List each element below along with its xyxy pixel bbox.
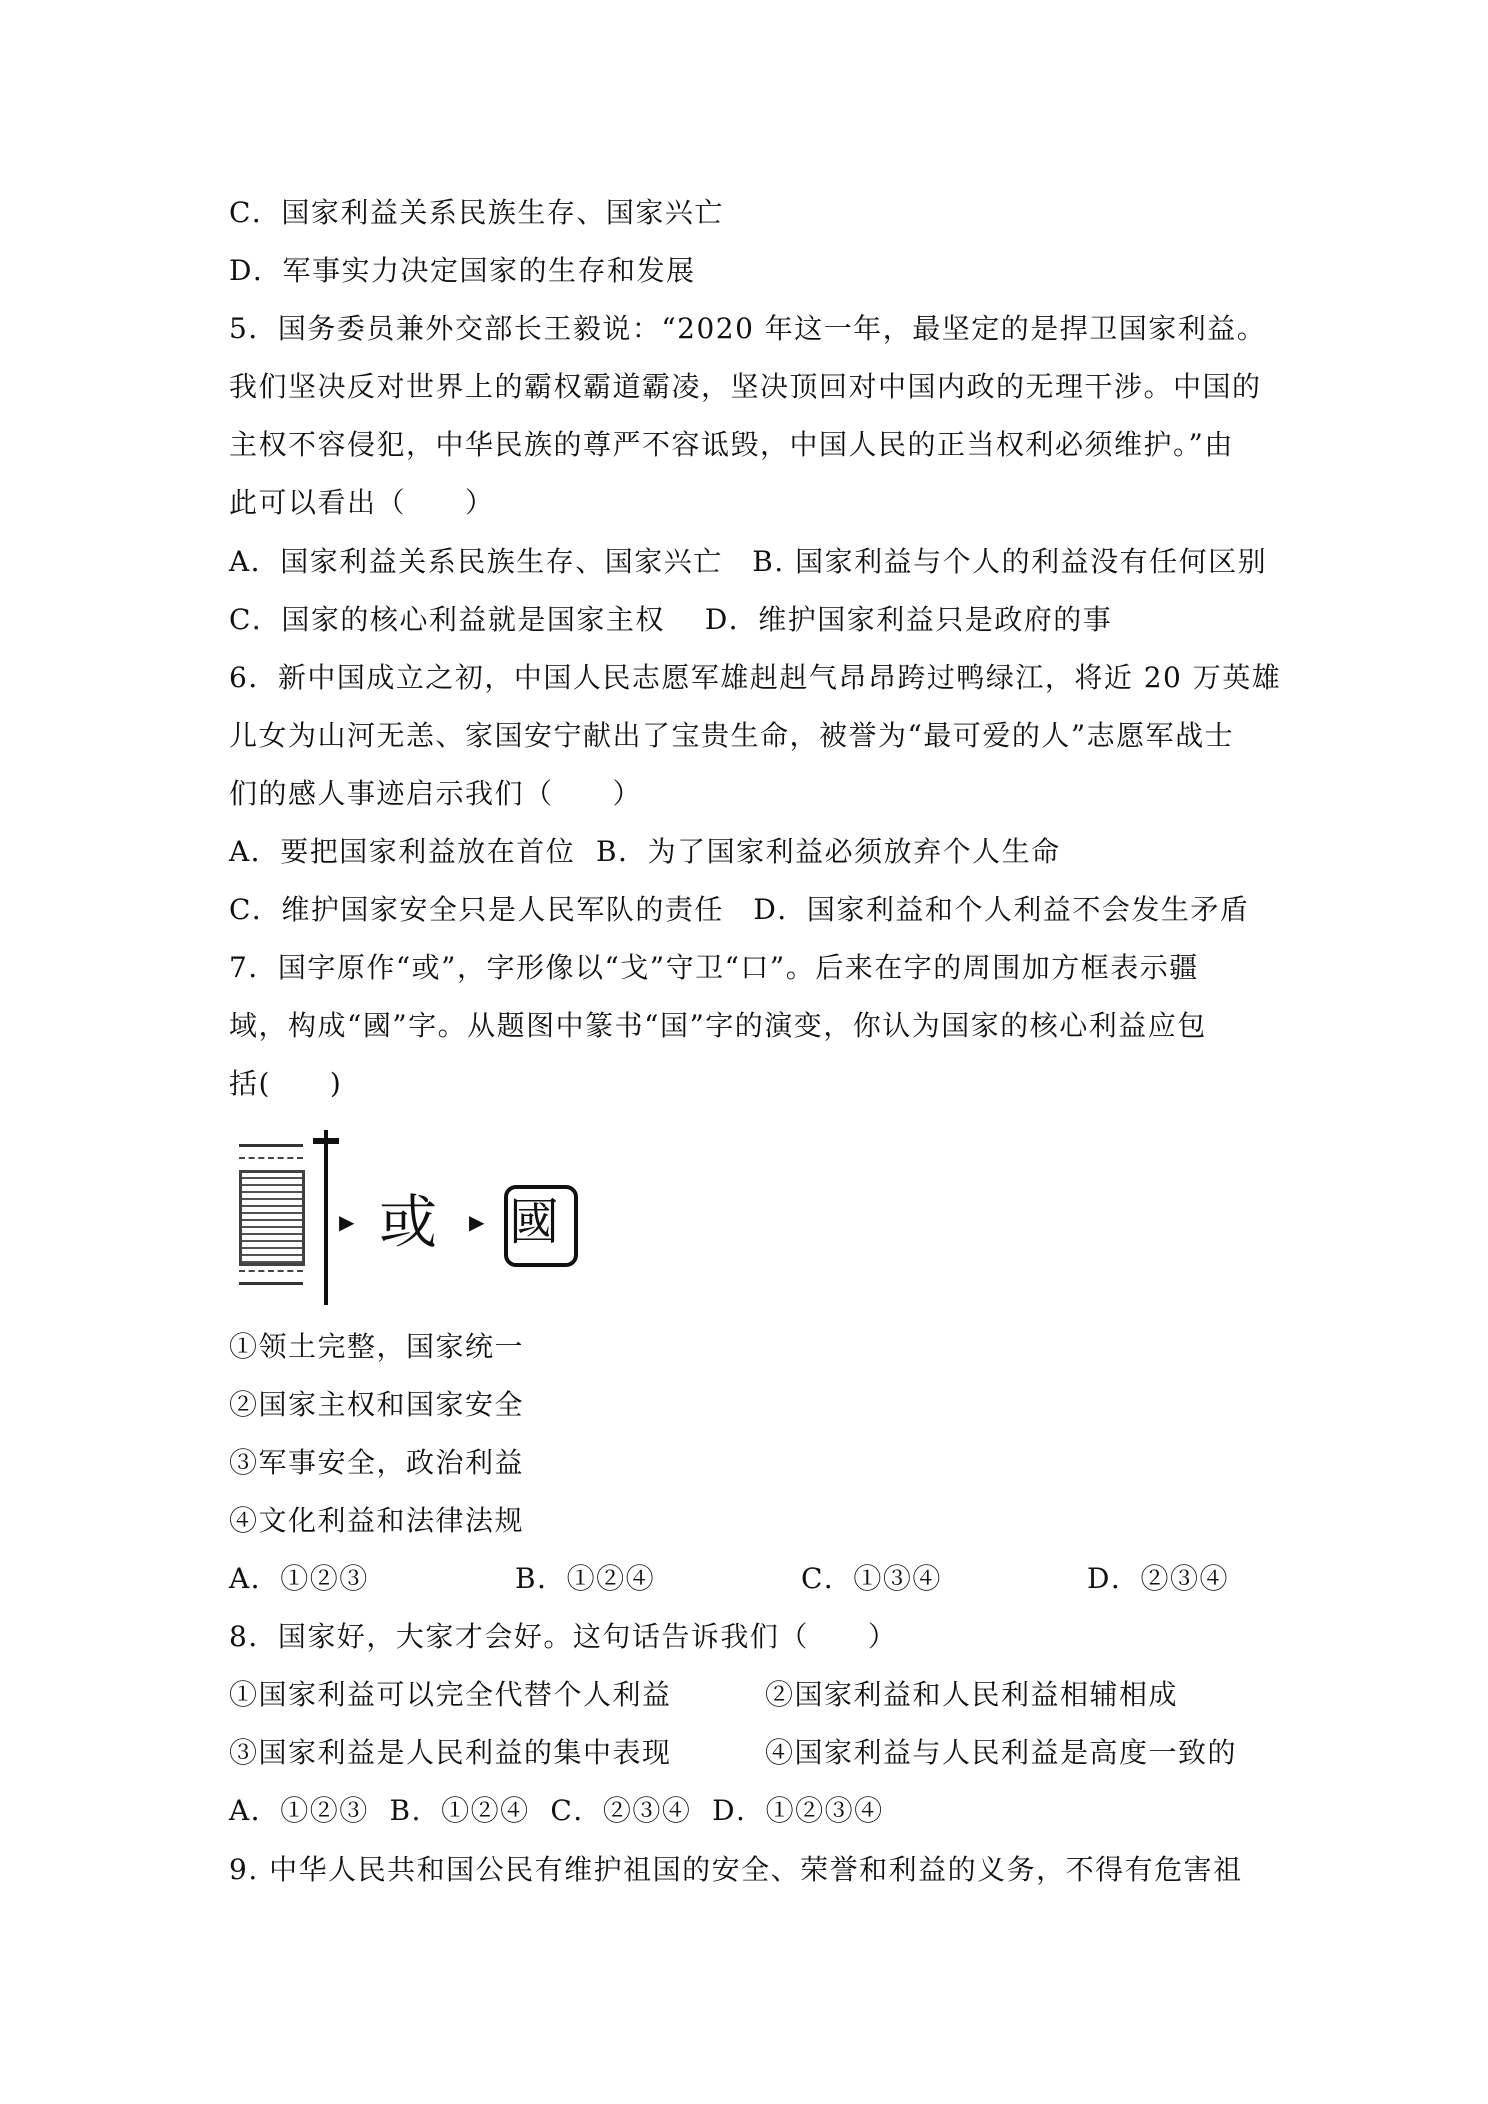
q7-option-c: C．①③④ <box>801 1562 942 1595</box>
character-huo: 或 <box>379 1188 438 1256</box>
q6-options-ab: A．要把国家利益放在首位 B．为了国家利益必须放弃个人生命 <box>229 835 1061 868</box>
seal-script-bottom-border <box>239 1270 303 1285</box>
q7-statement-4: ④文化利益和法律法规 <box>229 1504 525 1537</box>
q4-option-c: C．国家利益关系民族生存、国家兴亡 <box>229 196 724 229</box>
q7-stem-line-2: 域，构成“國”字。从题图中篆书“国”字的演变，你认为国家的核心利益应包 <box>229 1009 1207 1042</box>
q7-option-b: B．①②④ <box>515 1562 656 1595</box>
q8-stem: 8．国家好，大家才会好。这句话告诉我们（ ） <box>229 1620 898 1653</box>
seal-script-top-border <box>239 1144 303 1159</box>
q5-stem-line-2: 我们坚决反对世界上的霸权霸道霸凌，坚决顶回对中国内政的无理干涉。中国的 <box>229 370 1262 403</box>
q7-stem-line-1: 7．国字原作“或”，字形像以“戈”守卫“口”。后来在字的周围加方框表示疆 <box>229 951 1199 984</box>
character-guo: 國 <box>509 1193 559 1251</box>
q8-statement-2: ②国家利益和人民利益相辅相成 <box>765 1678 1179 1711</box>
q8-statement-1: ①国家利益可以完全代替个人利益 <box>229 1678 672 1711</box>
q6-stem-line-2: 儿女为山河无恙、家国安宁献出了宝贵生命，被誉为“最可爱的人”志愿军战士 <box>229 719 1235 752</box>
q7-statement-3: ③军事安全，政治利益 <box>229 1446 525 1479</box>
character-evolution-figure <box>229 1130 574 1310</box>
q7-option-d: D．②③④ <box>1087 1562 1229 1595</box>
halberd-shaft <box>324 1130 328 1305</box>
q7-option-a: A．①②③ <box>229 1562 369 1595</box>
q7-statement-1: ①领土完整，国家统一 <box>229 1330 525 1363</box>
q8-options: A．①②③ B．①②④ C．②③④ D．①②③④ <box>229 1794 884 1827</box>
q5-stem-line-3: 主权不容侵犯，中华民族的尊严不容诋毁，中国人民的正当权利必须维护。”由 <box>229 428 1234 461</box>
q5-stem-line-1: 5．国务委员兼外交部长王毅说：“2020 年这一年，最坚定的是捍卫国家利益。 <box>229 312 1267 345</box>
q6-options-cd: C．维护国家安全只是人民军队的责任 D．国家利益和个人利益不会发生矛盾 <box>229 893 1250 926</box>
arrow-right-icon: ▶ <box>469 1210 485 1234</box>
q6-stem-line-3: 们的感人事迹启示我们（ ） <box>229 777 643 810</box>
q5-options-ab: A．国家利益关系民族生存、国家兴亡 B. 国家利益与个人的利益没有任何区别 <box>229 545 1268 578</box>
q8-statement-4: ④国家利益与人民利益是高度一致的 <box>765 1736 1238 1769</box>
q5-options-cd: C．国家的核心利益就是国家主权 D．维护国家利益只是政府的事 <box>229 603 1113 636</box>
q7-statement-2: ②国家主权和国家安全 <box>229 1388 525 1421</box>
q8-statement-3: ③国家利益是人民利益的集中表现 <box>229 1736 672 1769</box>
arrow-right-icon: ▶ <box>339 1210 355 1234</box>
q7-stem-line-3: 括( ) <box>229 1067 343 1100</box>
q5-stem-line-4: 此可以看出（ ） <box>229 486 495 519</box>
q9-stem-line-1: 9. 中华人民共和国公民有维护祖国的安全、荣誉和利益的义务，不得有危害祖 <box>229 1853 1243 1886</box>
bronze-script-guo-glyph <box>239 1170 305 1266</box>
q4-option-d: D．军事实力决定国家的生存和发展 <box>229 254 696 287</box>
q6-stem-line-1: 6．新中国成立之初，中国人民志愿军雄赳赳气昂昂跨过鸭绿江，将近 20 万英雄 <box>229 661 1282 694</box>
